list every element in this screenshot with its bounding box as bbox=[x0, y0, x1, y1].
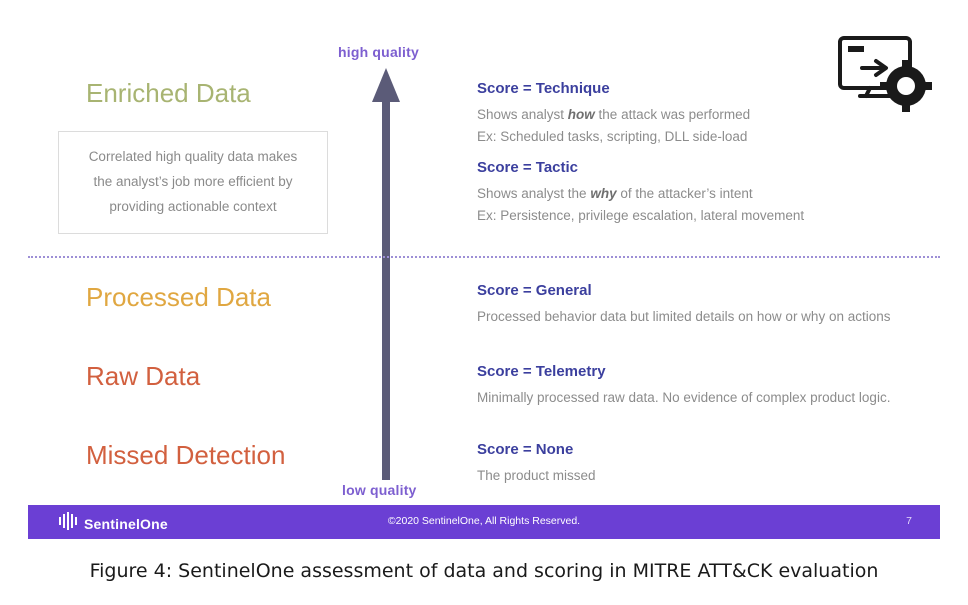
score-description bbox=[477, 183, 804, 205]
callout-line: Correlated high quality data makes bbox=[88, 149, 298, 164]
score-example: Ex: Persistence, privilege escalation, lateral movement bbox=[477, 208, 805, 223]
score-block-telemetry bbox=[477, 363, 890, 409]
score-description: Processed behavior data but limited details on how or why on actions bbox=[477, 309, 891, 324]
score-title: Score = Tactic bbox=[477, 159, 579, 176]
score-title: Score = Technique bbox=[477, 80, 610, 97]
score-description: The product missed bbox=[477, 468, 596, 483]
score-block-general bbox=[477, 282, 890, 328]
figure-caption: Figure 4: SentinelOne assessment of data and scoring in MITRE ATT&CK evaluation bbox=[89, 560, 879, 582]
slide-footer-bar bbox=[28, 505, 940, 539]
score-desc-emphasis: why bbox=[590, 186, 617, 201]
tier-label-missed-detection: Missed Detection bbox=[86, 440, 286, 470]
footer-copyright: ©2020 SentinelOne, All Rights Reserved. bbox=[387, 515, 581, 527]
score-block-tactic bbox=[477, 159, 804, 227]
score-title: Score = None bbox=[477, 441, 574, 458]
quality-divider bbox=[28, 256, 940, 258]
score-description bbox=[477, 104, 750, 126]
callout-line: providing actionable context bbox=[109, 199, 277, 214]
axis-label-high-quality: high quality bbox=[338, 44, 419, 60]
tier-label-raw-data: Raw Data bbox=[86, 361, 201, 391]
score-example: Ex: Scheduled tasks, scripting, DLL side-load bbox=[477, 129, 748, 144]
sentinelone-logo-text: SentinelOne bbox=[84, 515, 168, 532]
monitor-gear-icon bbox=[836, 34, 932, 116]
score-desc-emphasis: how bbox=[567, 107, 595, 122]
score-desc-pre: Shows analyst the bbox=[477, 186, 591, 201]
score-block-none bbox=[477, 441, 596, 487]
footer-page-number: 7 bbox=[906, 515, 912, 527]
score-desc-pre: Shows analyst bbox=[477, 107, 568, 122]
enriched-data-callout bbox=[58, 131, 328, 234]
score-desc-post: the attack was performed bbox=[594, 107, 751, 122]
quality-axis-arrow-icon bbox=[362, 68, 410, 480]
tier-label-processed-data: Processed Data bbox=[86, 282, 271, 312]
callout-line: the analyst’s job more efficient by bbox=[93, 174, 293, 189]
score-description: Minimally processed raw data. No evidence of complex product logic. bbox=[477, 390, 891, 405]
axis-label-low-quality: low quality bbox=[342, 482, 417, 498]
tier-label-enriched-data: Enriched Data bbox=[86, 78, 251, 108]
score-desc-post: of the attacker’s intent bbox=[616, 186, 753, 201]
score-title: Score = General bbox=[477, 282, 592, 299]
score-title: Score = Telemetry bbox=[477, 363, 606, 380]
score-block-technique bbox=[477, 80, 750, 148]
